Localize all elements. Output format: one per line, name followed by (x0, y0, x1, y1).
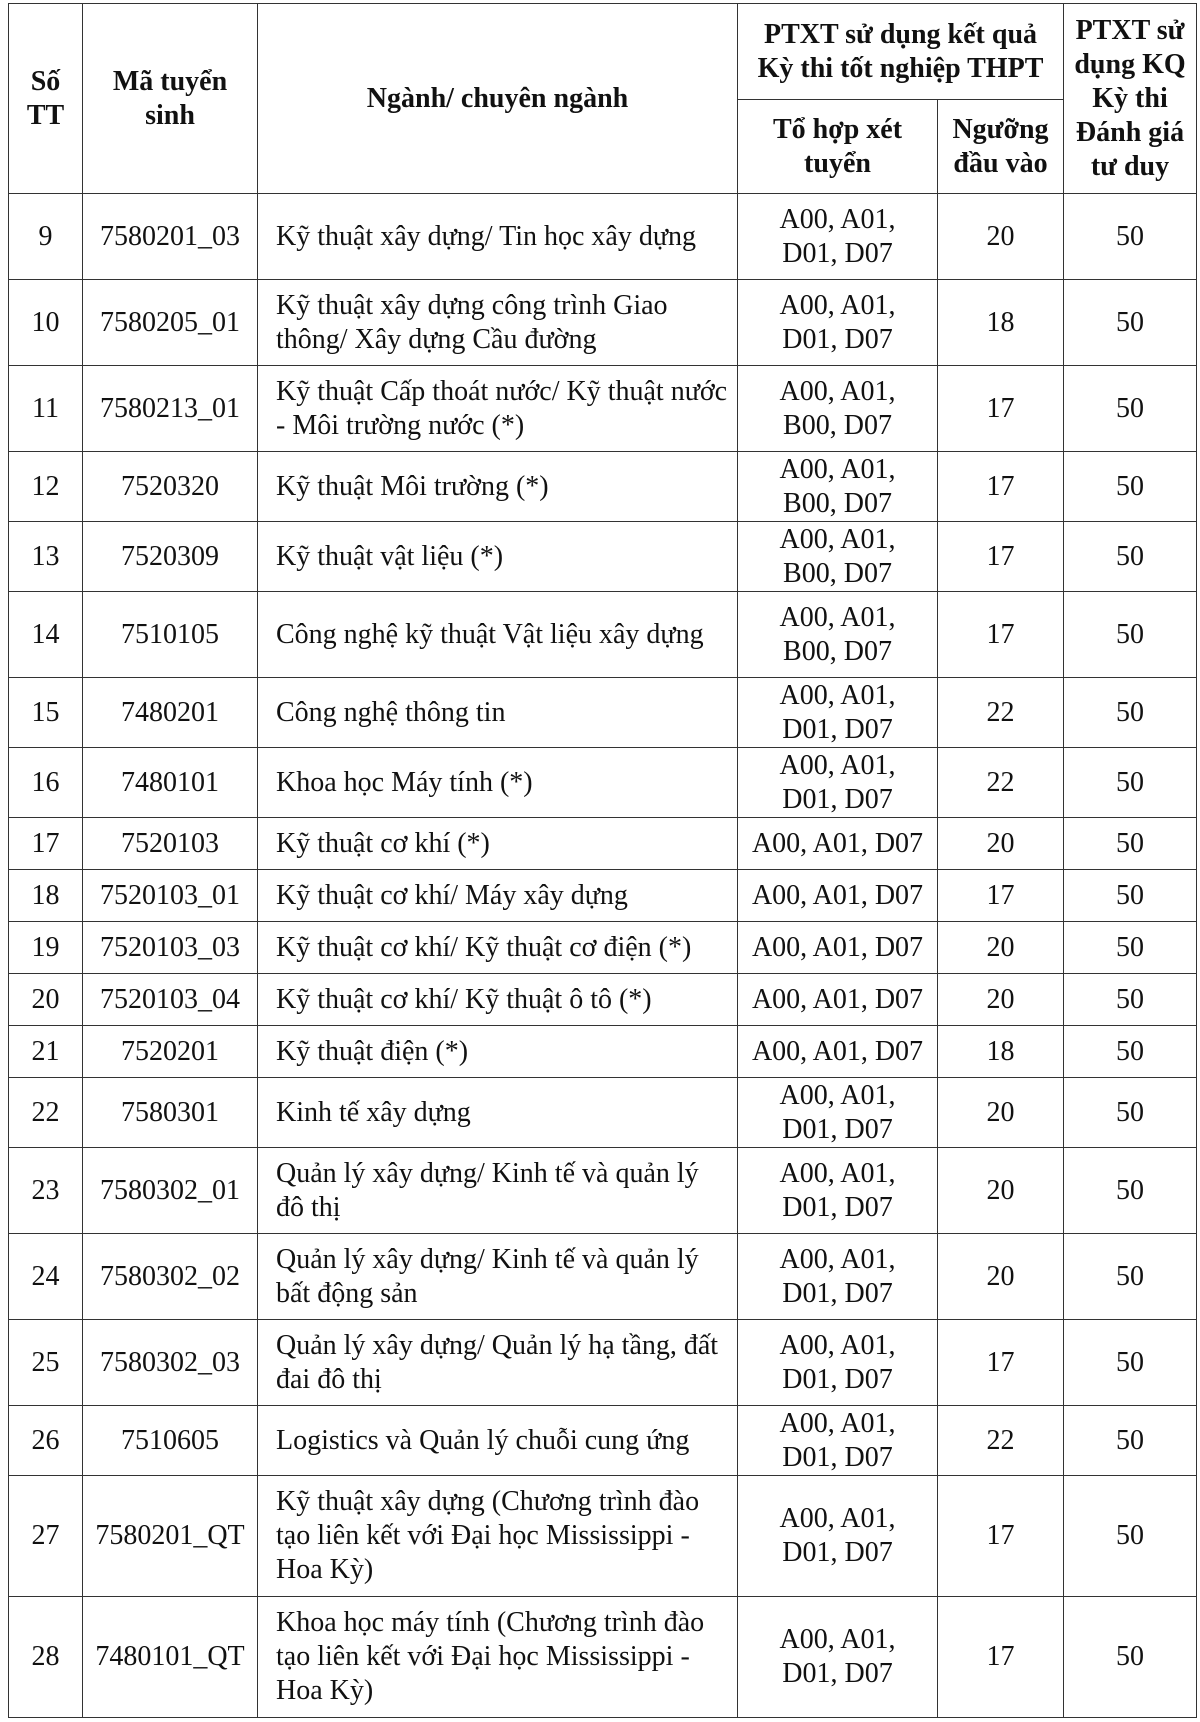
cell-to-hop: A00, A01, D07 (738, 1026, 938, 1078)
cell-nguong: 20 (938, 194, 1064, 280)
cell-nguong: 18 (938, 280, 1064, 366)
header-tu-duy: PTXT sử dụng KQ Kỳ thi Đánh giá tư duy (1064, 4, 1197, 194)
cell-to-hop: A00, A01, D01, D07 (738, 1406, 938, 1476)
cell-ma-tuyen-sinh: 7580302_02 (83, 1234, 258, 1320)
cell-ma-tuyen-sinh: 7510105 (83, 592, 258, 678)
cell-tu-duy: 50 (1064, 1597, 1197, 1718)
table-row (9, 592, 1197, 678)
cell-nguong: 22 (938, 1406, 1064, 1476)
cell-nguong: 22 (938, 678, 1064, 748)
cell-tu-duy: 50 (1064, 678, 1197, 748)
cell-nganh: Kỹ thuật Cấp thoát nước/ Kỹ thuật nước - Môi trường nước (*) (258, 366, 738, 452)
cell-tu-duy: 50 (1064, 1148, 1197, 1234)
cell-nganh: Quản lý xây dựng/ Quản lý hạ tầng, đất đai đô thị (258, 1320, 738, 1406)
cell-tu-duy: 50 (1064, 194, 1197, 280)
cell-to-hop: A00, A01, D01, D07 (738, 1320, 938, 1406)
cell-nganh: Kinh tế xây dựng (258, 1078, 738, 1148)
cell-to-hop: A00, A01, D07 (738, 922, 938, 974)
cell-stt: 28 (9, 1597, 83, 1718)
cell-tu-duy: 50 (1064, 922, 1197, 974)
cell-ma-tuyen-sinh: 7520201 (83, 1026, 258, 1078)
header-to-hop: Tổ hợp xét tuyển (738, 100, 938, 194)
cell-tu-duy: 50 (1064, 1406, 1197, 1476)
cell-nguong: 17 (938, 1320, 1064, 1406)
cell-nganh: Kỹ thuật cơ khí/ Kỹ thuật cơ điện (*) (258, 922, 738, 974)
header-stt: Số TT (9, 4, 83, 194)
cell-to-hop: A00, A01, D01, D07 (738, 1597, 938, 1718)
cell-ma-tuyen-sinh: 7580213_01 (83, 366, 258, 452)
cell-to-hop: A00, A01, B00, D07 (738, 592, 938, 678)
cell-tu-duy: 50 (1064, 592, 1197, 678)
cell-nganh: Kỹ thuật xây dựng/ Tin học xây dựng (258, 194, 738, 280)
cell-to-hop: A00, A01, B00, D07 (738, 522, 938, 592)
cell-stt: 11 (9, 366, 83, 452)
cell-nganh: Kỹ thuật vật liệu (*) (258, 522, 738, 592)
cell-tu-duy: 50 (1064, 1476, 1197, 1597)
cell-stt: 13 (9, 522, 83, 592)
cell-nganh: Kỹ thuật Môi trường (*) (258, 452, 738, 522)
table-row (9, 280, 1197, 366)
cell-ma-tuyen-sinh: 7520103_01 (83, 870, 258, 922)
cell-to-hop: A00, A01, B00, D07 (738, 452, 938, 522)
cell-nganh: Kỹ thuật xây dựng công trình Giao thông/ Xây dựng Cầu đường (258, 280, 738, 366)
table-row (9, 922, 1197, 974)
header-nganh: Ngành/ chuyên ngành (258, 4, 738, 194)
admission-table (8, 3, 1197, 1718)
cell-to-hop: A00, A01, D01, D07 (738, 1234, 938, 1320)
cell-ma-tuyen-sinh: 7580205_01 (83, 280, 258, 366)
cell-nguong: 17 (938, 592, 1064, 678)
cell-stt: 16 (9, 748, 83, 818)
table-row (9, 974, 1197, 1026)
table-row (9, 1148, 1197, 1234)
table-row (9, 1234, 1197, 1320)
table-row (9, 522, 1197, 592)
cell-stt: 10 (9, 280, 83, 366)
cell-to-hop: A00, A01, D01, D07 (738, 1148, 938, 1234)
cell-to-hop: A00, A01, D01, D07 (738, 194, 938, 280)
cell-ma-tuyen-sinh: 7520103 (83, 818, 258, 870)
cell-ma-tuyen-sinh: 7520103_04 (83, 974, 258, 1026)
cell-stt: 9 (9, 194, 83, 280)
cell-to-hop: A00, A01, D07 (738, 974, 938, 1026)
cell-to-hop: A00, A01, D01, D07 (738, 678, 938, 748)
cell-tu-duy: 50 (1064, 280, 1197, 366)
cell-stt: 24 (9, 1234, 83, 1320)
cell-tu-duy: 50 (1064, 1320, 1197, 1406)
cell-ma-tuyen-sinh: 7580201_03 (83, 194, 258, 280)
cell-stt: 18 (9, 870, 83, 922)
cell-nguong: 20 (938, 818, 1064, 870)
cell-tu-duy: 50 (1064, 974, 1197, 1026)
cell-tu-duy: 50 (1064, 366, 1197, 452)
cell-stt: 20 (9, 974, 83, 1026)
table-row (9, 818, 1197, 870)
cell-stt: 23 (9, 1148, 83, 1234)
cell-nganh: Khoa học Máy tính (*) (258, 748, 738, 818)
cell-to-hop: A00, A01, B00, D07 (738, 366, 938, 452)
table-row (9, 1320, 1197, 1406)
cell-stt: 14 (9, 592, 83, 678)
cell-nganh: Khoa học máy tính (Chương trình đào tạo liên kết với Đại học Mississippi - Hoa Kỳ) (258, 1597, 738, 1718)
cell-to-hop: A00, A01, D07 (738, 818, 938, 870)
cell-ma-tuyen-sinh: 7580201_QT (83, 1476, 258, 1597)
cell-nguong: 20 (938, 974, 1064, 1026)
cell-stt: 12 (9, 452, 83, 522)
cell-nganh: Logistics và Quản lý chuỗi cung ứng (258, 1406, 738, 1476)
cell-nguong: 20 (938, 922, 1064, 974)
cell-to-hop: A00, A01, D01, D07 (738, 280, 938, 366)
cell-to-hop: A00, A01, D07 (738, 870, 938, 922)
cell-to-hop: A00, A01, D01, D07 (738, 1078, 938, 1148)
cell-ma-tuyen-sinh: 7510605 (83, 1406, 258, 1476)
table-row (9, 1026, 1197, 1078)
cell-ma-tuyen-sinh: 7520309 (83, 522, 258, 592)
cell-ma-tuyen-sinh: 7580302_03 (83, 1320, 258, 1406)
table-row (9, 748, 1197, 818)
cell-nguong: 17 (938, 870, 1064, 922)
cell-ma-tuyen-sinh: 7480201 (83, 678, 258, 748)
cell-nguong: 17 (938, 366, 1064, 452)
cell-nganh: Quản lý xây dựng/ Kinh tế và quản lý đô thị (258, 1148, 738, 1234)
cell-nguong: 22 (938, 748, 1064, 818)
cell-ma-tuyen-sinh: 7580302_01 (83, 1148, 258, 1234)
table-body (9, 194, 1197, 1718)
table-row (9, 1406, 1197, 1476)
table-row (9, 194, 1197, 280)
cell-stt: 27 (9, 1476, 83, 1597)
table-row (9, 452, 1197, 522)
table-row (9, 366, 1197, 452)
cell-tu-duy: 50 (1064, 1078, 1197, 1148)
cell-nganh: Kỹ thuật cơ khí/ Kỹ thuật ô tô (*) (258, 974, 738, 1026)
cell-nguong: 17 (938, 1597, 1064, 1718)
table-row (9, 1597, 1197, 1718)
cell-nguong: 20 (938, 1234, 1064, 1320)
cell-ma-tuyen-sinh: 7520320 (83, 452, 258, 522)
cell-stt: 25 (9, 1320, 83, 1406)
cell-ma-tuyen-sinh: 7480101 (83, 748, 258, 818)
admission-table-container (8, 3, 1197, 1718)
cell-nganh: Quản lý xây dựng/ Kinh tế và quản lý bất động sản (258, 1234, 738, 1320)
cell-stt: 21 (9, 1026, 83, 1078)
header-ma-tuyen-sinh: Mã tuyển sinh (83, 4, 258, 194)
cell-nguong: 17 (938, 522, 1064, 592)
cell-ma-tuyen-sinh: 7480101_QT (83, 1597, 258, 1718)
table-row (9, 870, 1197, 922)
table-row (9, 1078, 1197, 1148)
cell-tu-duy: 50 (1064, 522, 1197, 592)
cell-stt: 15 (9, 678, 83, 748)
cell-nganh: Kỹ thuật điện (*) (258, 1026, 738, 1078)
cell-nguong: 17 (938, 452, 1064, 522)
cell-stt: 22 (9, 1078, 83, 1148)
table-row (9, 678, 1197, 748)
cell-tu-duy: 50 (1064, 818, 1197, 870)
table-row (9, 1476, 1197, 1597)
cell-nganh: Công nghệ thông tin (258, 678, 738, 748)
header-thpt-group: PTXT sử dụng kết quả Kỳ thi tốt nghiệp THPT (738, 4, 1064, 100)
cell-stt: 26 (9, 1406, 83, 1476)
cell-to-hop: A00, A01, D01, D07 (738, 748, 938, 818)
cell-stt: 19 (9, 922, 83, 974)
cell-nguong: 20 (938, 1078, 1064, 1148)
cell-nganh: Kỹ thuật cơ khí/ Máy xây dựng (258, 870, 738, 922)
cell-nguong: 17 (938, 1476, 1064, 1597)
cell-tu-duy: 50 (1064, 1026, 1197, 1078)
cell-nganh: Công nghệ kỹ thuật Vật liệu xây dựng (258, 592, 738, 678)
cell-nganh: Kỹ thuật cơ khí (*) (258, 818, 738, 870)
cell-tu-duy: 50 (1064, 452, 1197, 522)
cell-stt: 17 (9, 818, 83, 870)
cell-nganh: Kỹ thuật xây dựng (Chương trình đào tạo liên kết với Đại học Mississippi - Hoa Kỳ) (258, 1476, 738, 1597)
cell-ma-tuyen-sinh: 7580301 (83, 1078, 258, 1148)
header-nguong: Ngưỡng đầu vào (938, 100, 1064, 194)
cell-ma-tuyen-sinh: 7520103_03 (83, 922, 258, 974)
cell-nguong: 20 (938, 1148, 1064, 1234)
cell-tu-duy: 50 (1064, 1234, 1197, 1320)
cell-to-hop: A00, A01, D01, D07 (738, 1476, 938, 1597)
cell-tu-duy: 50 (1064, 748, 1197, 818)
cell-tu-duy: 50 (1064, 870, 1197, 922)
cell-nguong: 18 (938, 1026, 1064, 1078)
